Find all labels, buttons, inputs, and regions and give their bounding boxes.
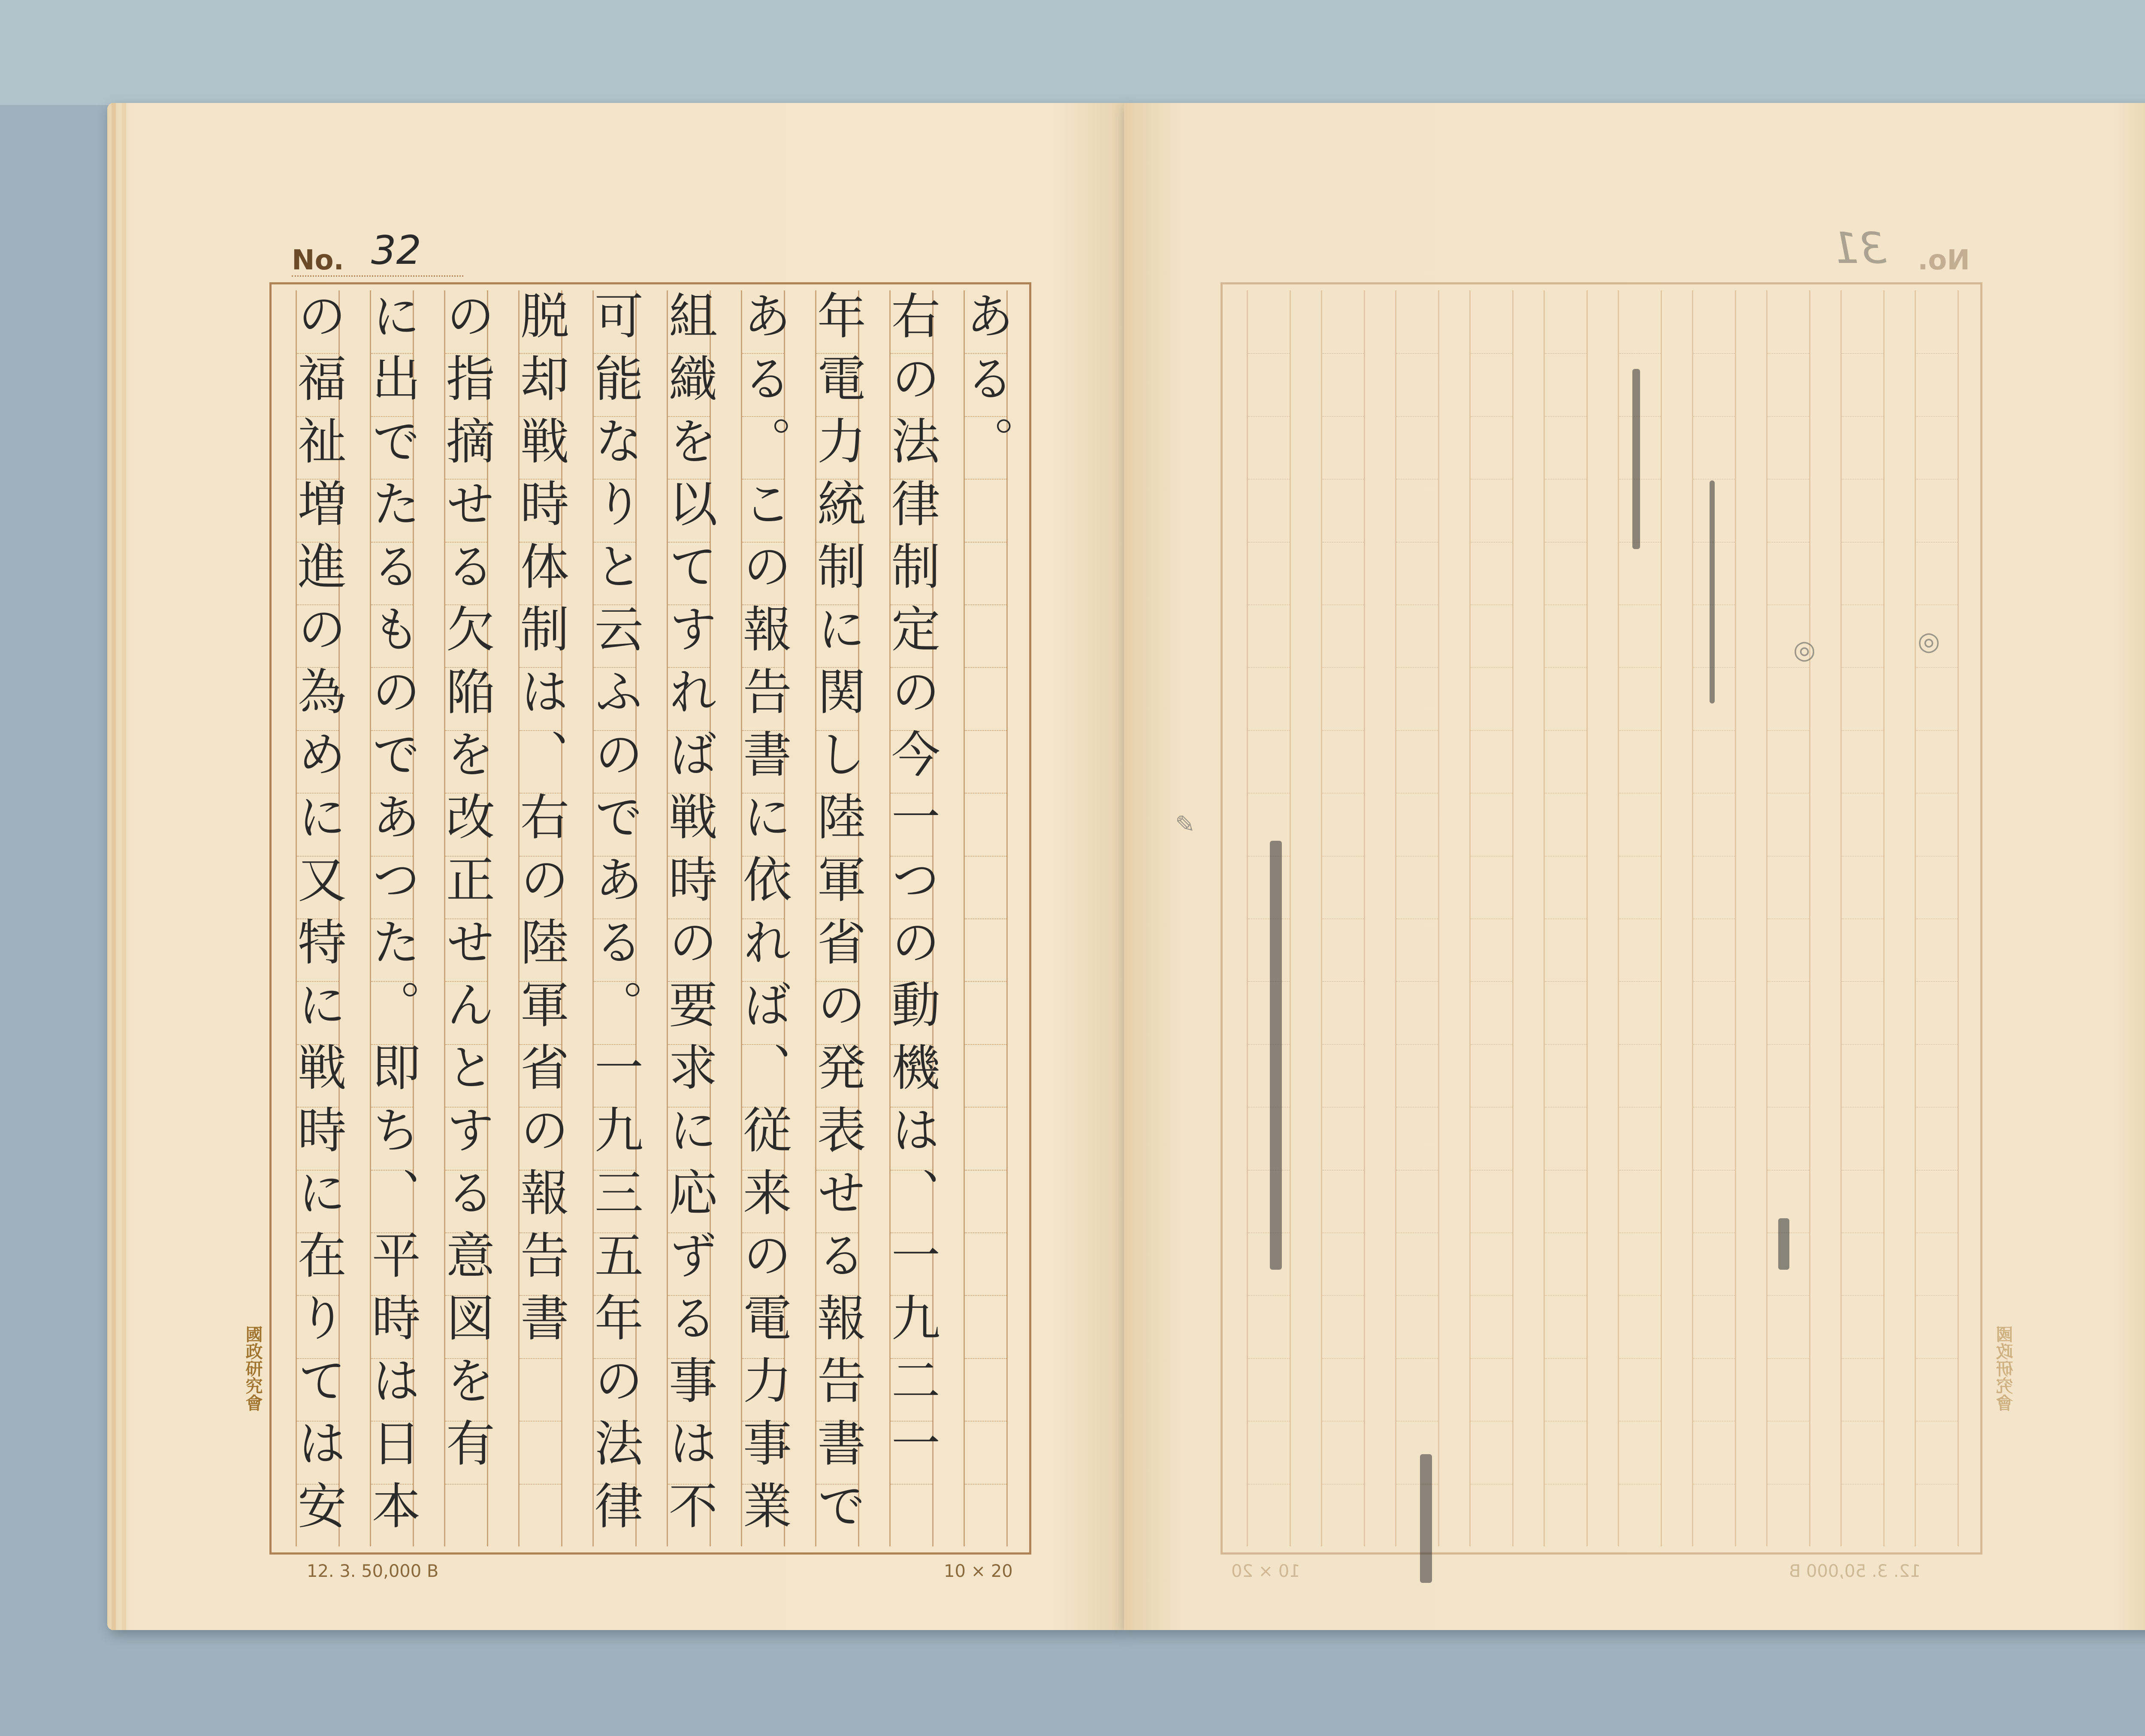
grid-cell-line — [1693, 1358, 1735, 1359]
grid-cell-line — [1396, 1295, 1438, 1296]
grid-cell-line — [1396, 1358, 1438, 1359]
grid-cell-line — [1545, 730, 1586, 731]
grid-cell-line — [1248, 918, 1290, 919]
grid-cell-line — [1471, 1484, 1512, 1485]
grid-cell-line — [1619, 1295, 1661, 1296]
pencil-mark: ◎ — [1918, 626, 1940, 656]
grid-cell-line — [1619, 730, 1661, 731]
sheet-number-underline — [292, 275, 463, 277]
grid-cell-line — [1471, 1044, 1512, 1045]
grid-cell-line — [1471, 730, 1512, 731]
grid-cell-line — [1396, 730, 1438, 731]
grid-cell-line — [1396, 1170, 1438, 1171]
grid-cell-line — [1322, 479, 1364, 480]
grid-cell-line — [1396, 1044, 1438, 1045]
grid-cell-line — [1619, 918, 1661, 919]
grid-cell-line — [1545, 1107, 1586, 1108]
grid-format: 10 × 20 — [944, 1561, 1013, 1581]
grid-cell-line — [1396, 1421, 1438, 1422]
grid-cell-line — [1916, 730, 1958, 731]
grid-column — [1766, 290, 1810, 1546]
grid-cell-line — [1248, 479, 1290, 480]
grid-cell-line — [1248, 1295, 1290, 1296]
grid-cell-line — [1916, 604, 1958, 605]
grid-cell-line — [1471, 918, 1512, 919]
manuscript-line: 組織を以てすれば戦時の要求に応ずる事は不 — [660, 290, 718, 1543]
grid-cell-line — [1471, 1295, 1512, 1296]
grid-cell-line — [1916, 981, 1958, 982]
publisher-stamp: 國政研究會 — [1996, 1325, 2016, 1411]
grid-cell-line — [1322, 667, 1364, 668]
grid-cell-line — [1545, 604, 1586, 605]
grid-cell-line — [1471, 479, 1512, 480]
grid-cell-line — [1842, 981, 1883, 982]
grid-cell-line — [1619, 1358, 1661, 1359]
page-stack-edge — [112, 103, 116, 1630]
grid-cell-line — [1322, 730, 1364, 731]
grid-cell-line — [1545, 353, 1586, 354]
grid-cell-line — [1248, 856, 1290, 857]
grid-cell-line — [1916, 1421, 1958, 1422]
grid-cell-line — [1545, 667, 1586, 668]
grid-cell-line — [1693, 1044, 1735, 1045]
grid-cell-line — [1916, 667, 1958, 668]
manuscript-line: の指摘せる欠陥を改正せんとする意図を有 — [438, 290, 495, 1480]
grid-cell-line — [1396, 542, 1438, 543]
grid-column — [883, 290, 940, 1546]
grid-cell-line — [1471, 604, 1512, 605]
right-manuscript-page — [1124, 103, 2145, 1630]
pencil-strikethrough — [1632, 369, 1640, 549]
grid-column — [1692, 290, 1736, 1546]
grid-cell-line — [1767, 1295, 1809, 1296]
grid-cell-line — [1842, 1358, 1883, 1359]
grid-cell-line — [1545, 1044, 1586, 1045]
grid-cell-line — [1767, 667, 1809, 668]
grid-column — [1247, 290, 1291, 1546]
grid-cell-line — [1322, 416, 1364, 417]
grid-cell-line — [1248, 730, 1290, 731]
grid-format: 10 × 20 — [1231, 1561, 1300, 1581]
grid-cell-line — [1842, 667, 1883, 668]
grid-cell-line — [1767, 1170, 1809, 1171]
grid-cell-line — [1842, 479, 1883, 480]
grid-cell-line — [1693, 981, 1735, 982]
grid-column — [957, 290, 1015, 1546]
grid-cell-line — [1396, 416, 1438, 417]
grid-cell-line — [1842, 918, 1883, 919]
grid-cell-line — [1693, 1295, 1735, 1296]
manuscript-line: の福祉増進の為めに又特に戦時に在りては安 — [289, 290, 347, 1543]
grid-cell-line — [1619, 1170, 1661, 1171]
grid-cell-line — [1322, 918, 1364, 919]
grid-cell-line — [1322, 1232, 1364, 1233]
sheet-number-handwritten: 32 — [371, 227, 422, 273]
manuscript-line: 年電力統制に関し陸軍省の発表せる報告書で — [809, 290, 866, 1543]
grid-cell-line — [1693, 1170, 1735, 1171]
grid-cell-line — [1619, 1421, 1661, 1422]
grid-cell-line — [1322, 604, 1364, 605]
grid-cell-line — [1693, 856, 1735, 857]
grid-cell-line — [1916, 1232, 1958, 1233]
grid-cell-line — [1619, 604, 1661, 605]
pencil-strikethrough — [1710, 480, 1715, 703]
grid-cell-line — [1842, 542, 1883, 543]
pencil-margin-note: ✎ — [1171, 811, 1199, 839]
grid-cell-line — [1916, 479, 1958, 480]
grid-column — [1469, 290, 1514, 1546]
page-stack-edge — [122, 103, 126, 1630]
manuscript-line: ある。この報告書に依れば、従来の電力事業 — [734, 290, 792, 1543]
grid-column — [1395, 290, 1439, 1546]
grid-cell-line — [1916, 542, 1958, 543]
grid-cell-line — [1471, 1170, 1512, 1171]
grid-cell-line — [1248, 793, 1290, 794]
print-code: 12. 3. 50,000 B — [307, 1561, 439, 1581]
grid-cell-line — [1471, 416, 1512, 417]
grid-column — [586, 290, 644, 1546]
grid-cell-line — [1471, 856, 1512, 857]
grid-cell-line — [1916, 793, 1958, 794]
manuscript-grid-bleedthrough — [1221, 282, 1982, 1555]
grid-cell-line — [1842, 353, 1883, 354]
grid-column — [512, 290, 569, 1546]
grid-cell-line — [1248, 1170, 1290, 1171]
grid-cell-line — [1322, 793, 1364, 794]
grid-cell-line — [1545, 1358, 1586, 1359]
grid-cell-line — [1842, 856, 1883, 857]
grid-cell-line — [1916, 1484, 1958, 1485]
grid-cell-line — [1767, 981, 1809, 982]
grid-cell-line — [1248, 353, 1290, 354]
grid-cell-line — [1842, 1107, 1883, 1108]
grid-cell-line — [1916, 416, 1958, 417]
grid-column — [1915, 290, 1959, 1546]
grid-column — [1321, 290, 1365, 1546]
background-wall — [0, 0, 2145, 105]
grid-cell-line — [1767, 730, 1809, 731]
grid-cell-line — [1322, 1044, 1364, 1045]
sheet-label: No. — [1918, 245, 1970, 276]
grid-cell-line — [1842, 1484, 1883, 1485]
manuscript-line: に出でたるものであつた。即ち、平時は日本 — [363, 290, 421, 1543]
grid-cell-line — [1842, 730, 1883, 731]
grid-cell-line — [1471, 1421, 1512, 1422]
grid-column — [363, 290, 421, 1546]
grid-cell-line — [1693, 918, 1735, 919]
grid-cell-line — [1248, 1232, 1290, 1233]
grid-cell-line — [1248, 604, 1290, 605]
print-code: 12. 3. 50,000 B — [1789, 1561, 1921, 1581]
grid-cell-line — [1619, 1044, 1661, 1045]
grid-column — [660, 290, 718, 1546]
grid-cell-line — [1842, 1421, 1883, 1422]
grid-cell-line — [1619, 856, 1661, 857]
grid-cell-line — [1322, 981, 1364, 982]
grid-cell-line — [1396, 918, 1438, 919]
grid-cell-line — [1842, 1044, 1883, 1045]
grid-cell-line — [1248, 667, 1290, 668]
grid-cell-line — [1693, 1107, 1735, 1108]
grid-cell-line — [1471, 542, 1512, 543]
grid-cell-line — [1619, 1107, 1661, 1108]
grid-cell-line — [1248, 542, 1290, 543]
grid-cell-line — [1545, 542, 1586, 543]
grid-cell-line — [1916, 1107, 1958, 1108]
grid-cell-line — [1693, 416, 1735, 417]
grid-cell-line — [1396, 667, 1438, 668]
grid-cell-line — [1767, 856, 1809, 857]
grid-cell-line — [1767, 1484, 1809, 1485]
publisher-stamp: 國政研究會 — [243, 1325, 263, 1411]
sheet-number-handwritten: 31 — [1832, 223, 1887, 273]
grid-cell-line — [1693, 1484, 1735, 1485]
pencil-mark: ◎ — [1793, 635, 1816, 665]
grid-cell-line — [1545, 981, 1586, 982]
grid-cell-line — [1916, 1358, 1958, 1359]
grid-cell-line — [1471, 1107, 1512, 1108]
grid-cell-line — [1396, 793, 1438, 794]
grid-column — [438, 290, 495, 1546]
grid-cell-line — [1842, 1232, 1883, 1233]
grid-column — [289, 290, 347, 1546]
grid-cell-line — [1842, 793, 1883, 794]
grid-cell-line — [1248, 1044, 1290, 1045]
grid-cell-line — [1767, 416, 1809, 417]
grid-cell-line — [1471, 1232, 1512, 1233]
grid-cell-line — [1767, 793, 1809, 794]
left-manuscript-page — [107, 103, 1124, 1630]
grid-cell-line — [1916, 353, 1958, 354]
grid-cell-line — [1916, 1295, 1958, 1296]
grid-cell-line — [1619, 353, 1661, 354]
grid-cell-line — [1842, 1170, 1883, 1171]
grid-cell-line — [1693, 479, 1735, 480]
grid-cell-line — [1842, 1295, 1883, 1296]
grid-cell-line — [1693, 730, 1735, 731]
grid-cell-line — [1322, 1107, 1364, 1108]
grid-cell-line — [1248, 981, 1290, 982]
grid-cell-line — [1248, 416, 1290, 417]
grid-cell-line — [1545, 1421, 1586, 1422]
grid-cell-line — [1767, 542, 1809, 543]
grid-cell-line — [1545, 416, 1586, 417]
grid-cell-line — [1322, 353, 1364, 354]
manuscript-line: 脱却戦時体制は、右の陸軍省の報告書 — [512, 290, 569, 1355]
grid-cell-line — [1767, 1107, 1809, 1108]
grid-cell-line — [1693, 353, 1735, 354]
grid-cell-line — [1545, 1484, 1586, 1485]
grid-cell-line — [1545, 1295, 1586, 1296]
grid-column — [1544, 290, 1588, 1546]
grid-cell-line — [1471, 353, 1512, 354]
pencil-strikethrough — [1270, 841, 1282, 1270]
grid-cell-line — [1619, 667, 1661, 668]
grid-cell-line — [1619, 1484, 1661, 1485]
grid-cell-line — [1322, 1484, 1364, 1485]
pencil-strikethrough — [1778, 1218, 1789, 1270]
grid-cell-line — [1248, 1484, 1290, 1485]
grid-cell-line — [1322, 1295, 1364, 1296]
grid-cell-line — [1545, 793, 1586, 794]
grid-cell-line — [1767, 479, 1809, 480]
grid-cell-line — [1471, 667, 1512, 668]
grid-cell-line — [1767, 918, 1809, 919]
grid-cell-line — [1693, 793, 1735, 794]
sheet-label: No. — [292, 245, 344, 276]
grid-cell-line — [1767, 604, 1809, 605]
grid-cell-line — [1767, 1044, 1809, 1045]
grid-column — [734, 290, 792, 1546]
grid-cell-line — [1693, 1232, 1735, 1233]
grid-cell-line — [1545, 1170, 1586, 1171]
grid-cell-line — [1767, 1358, 1809, 1359]
grid-cell-line — [1545, 918, 1586, 919]
grid-cell-line — [1545, 479, 1586, 480]
grid-cell-line — [1396, 1232, 1438, 1233]
grid-cell-line — [1322, 1170, 1364, 1171]
grid-cell-line — [1322, 1358, 1364, 1359]
grid-cell-line — [1619, 793, 1661, 794]
grid-cell-line — [1916, 856, 1958, 857]
manuscript-line: ある。 — [957, 290, 1015, 478]
grid-cell-line — [1545, 856, 1586, 857]
grid-cell-line — [1545, 1232, 1586, 1233]
grid-cell-line — [1693, 1421, 1735, 1422]
manuscript-line: 右の法律制定の今一つの動機は、一九二一 — [883, 290, 940, 1480]
grid-cell-line — [1396, 981, 1438, 982]
grid-cell-line — [1916, 1170, 1958, 1171]
grid-cell-line — [1248, 1358, 1290, 1359]
grid-cell-line — [1322, 1421, 1364, 1422]
grid-cell-line — [1842, 604, 1883, 605]
grid-cell-line — [1396, 1107, 1438, 1108]
grid-cell-line — [1842, 416, 1883, 417]
grid-column — [1840, 290, 1885, 1546]
manuscript-grid — [269, 282, 1031, 1555]
grid-cell-line — [1767, 1421, 1809, 1422]
grid-cell-line — [1916, 918, 1958, 919]
grid-cell-line — [1767, 353, 1809, 354]
grid-cell-line — [1396, 353, 1438, 354]
grid-cell-line — [1619, 1232, 1661, 1233]
grid-cell-line — [1396, 604, 1438, 605]
sheet-number-label — [292, 245, 344, 276]
grid-cell-line — [1248, 1421, 1290, 1422]
grid-cell-line — [1248, 1107, 1290, 1108]
grid-cell-line — [1916, 1044, 1958, 1045]
pencil-strikethrough — [1420, 1454, 1432, 1583]
grid-cell-line — [1471, 1358, 1512, 1359]
sheet-number-label — [1918, 245, 1970, 276]
grid-cell-line — [1396, 479, 1438, 480]
grid-cell-line — [1471, 981, 1512, 982]
grid-cell-line — [1322, 856, 1364, 857]
grid-cell-line — [1471, 793, 1512, 794]
manuscript-line: 可能なりと云ふのである。一九三五年の法律 — [586, 290, 644, 1543]
grid-column — [809, 290, 866, 1546]
grid-cell-line — [1619, 981, 1661, 982]
grid-cell-line — [1322, 542, 1364, 543]
grid-cell-line — [1396, 856, 1438, 857]
